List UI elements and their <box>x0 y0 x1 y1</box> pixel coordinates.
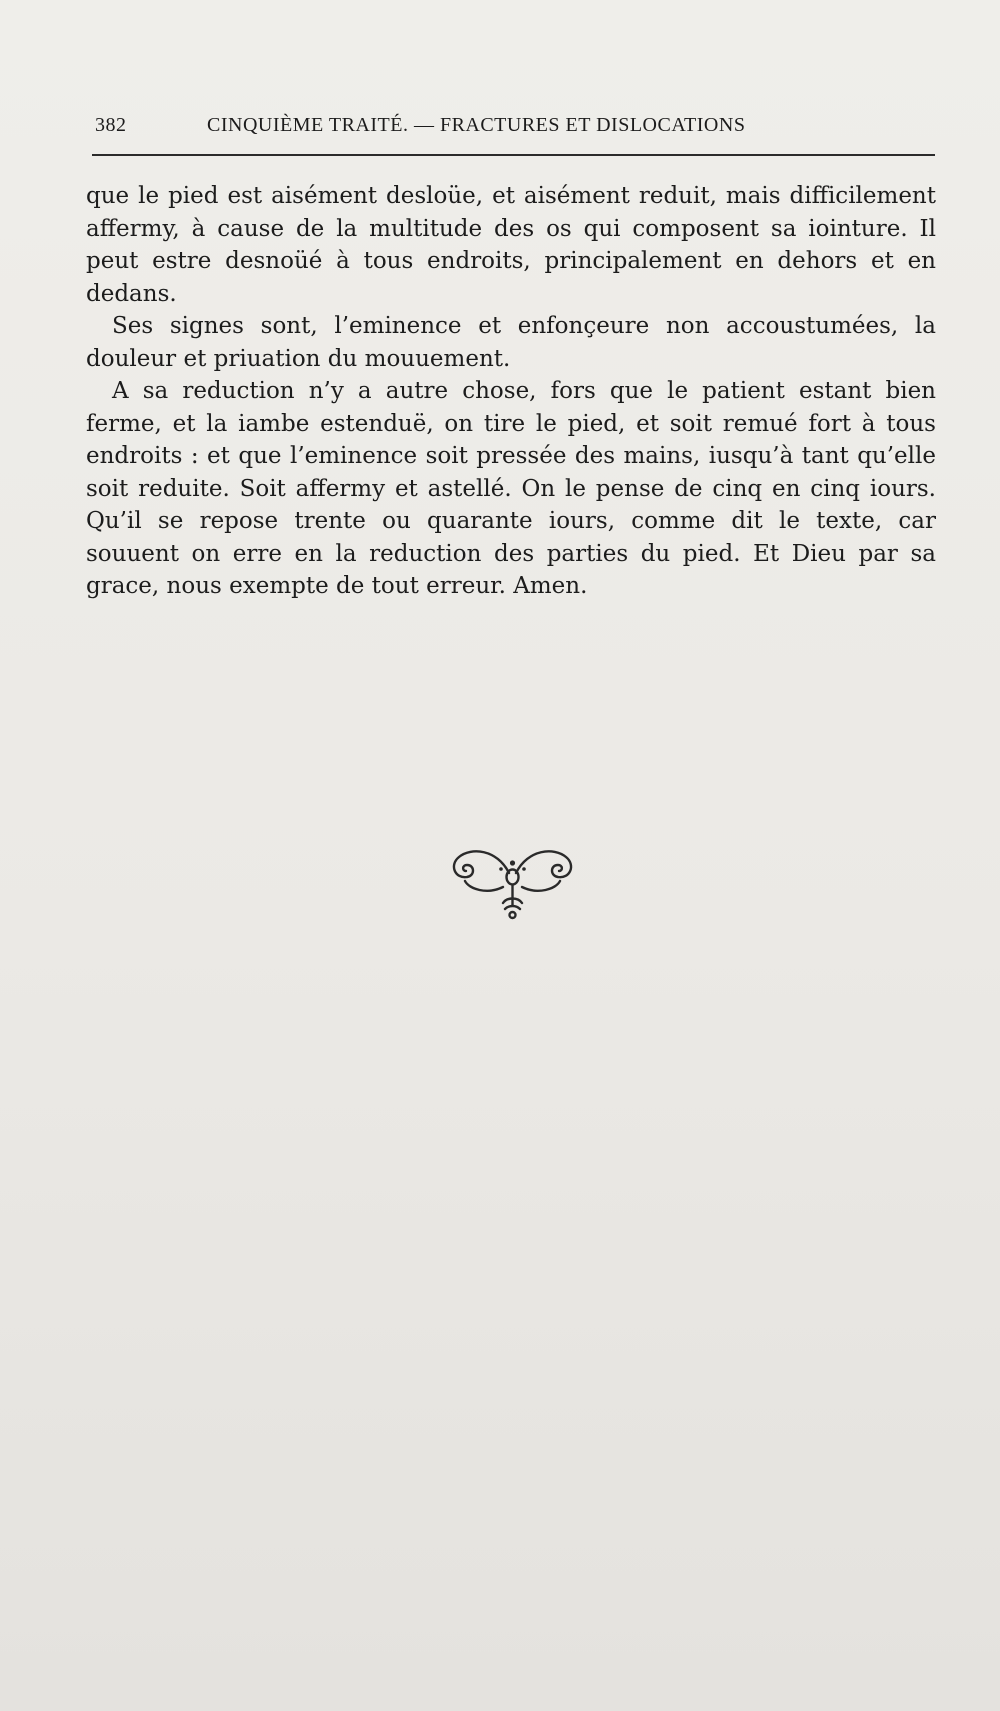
paragraph-2: Ses signes sont, l’eminence et enfonçeure non accoustumées, la douleur et priuation du mouuement. <box>86 313 936 372</box>
fleuron-ornament-icon <box>445 843 580 923</box>
header-rule <box>92 154 935 156</box>
running-head <box>95 110 935 144</box>
body-text <box>86 180 936 603</box>
running-title: CINQUIÈME TRAITÉ. — FRACTURES ET DISLOCATIONS <box>207 114 746 136</box>
page-number: 382 <box>95 114 127 136</box>
paragraph-1: que le pied est aisément desloüe, et aisément reduit, mais difficilement affermy, à cause de la multitude des os qui composent sa iointure. Il peut estre desnoüé à tous endroits, principalement en dehors et en dedans. <box>86 183 936 307</box>
fleuron-ornament-svg <box>445 843 580 923</box>
paragraph-3: A sa reduction n’y a autre chose, fors que le patient estant bien ferme, et la iambe estenduë, on tire le pied, et soit remué fort à tous endroits : et que l’eminence soit pressée des mains, iusqu’à tant qu’elle soit reduite. Soit affermy et astellé. On le pense de cinq en cinq iours. Qu’il se repose trente ou quarante iours, comme dit le texte, car souuent on erre en la reduction des parties du pied. Et Dieu par sa grace, nous exempte de tout erreur. Amen. <box>86 378 936 599</box>
